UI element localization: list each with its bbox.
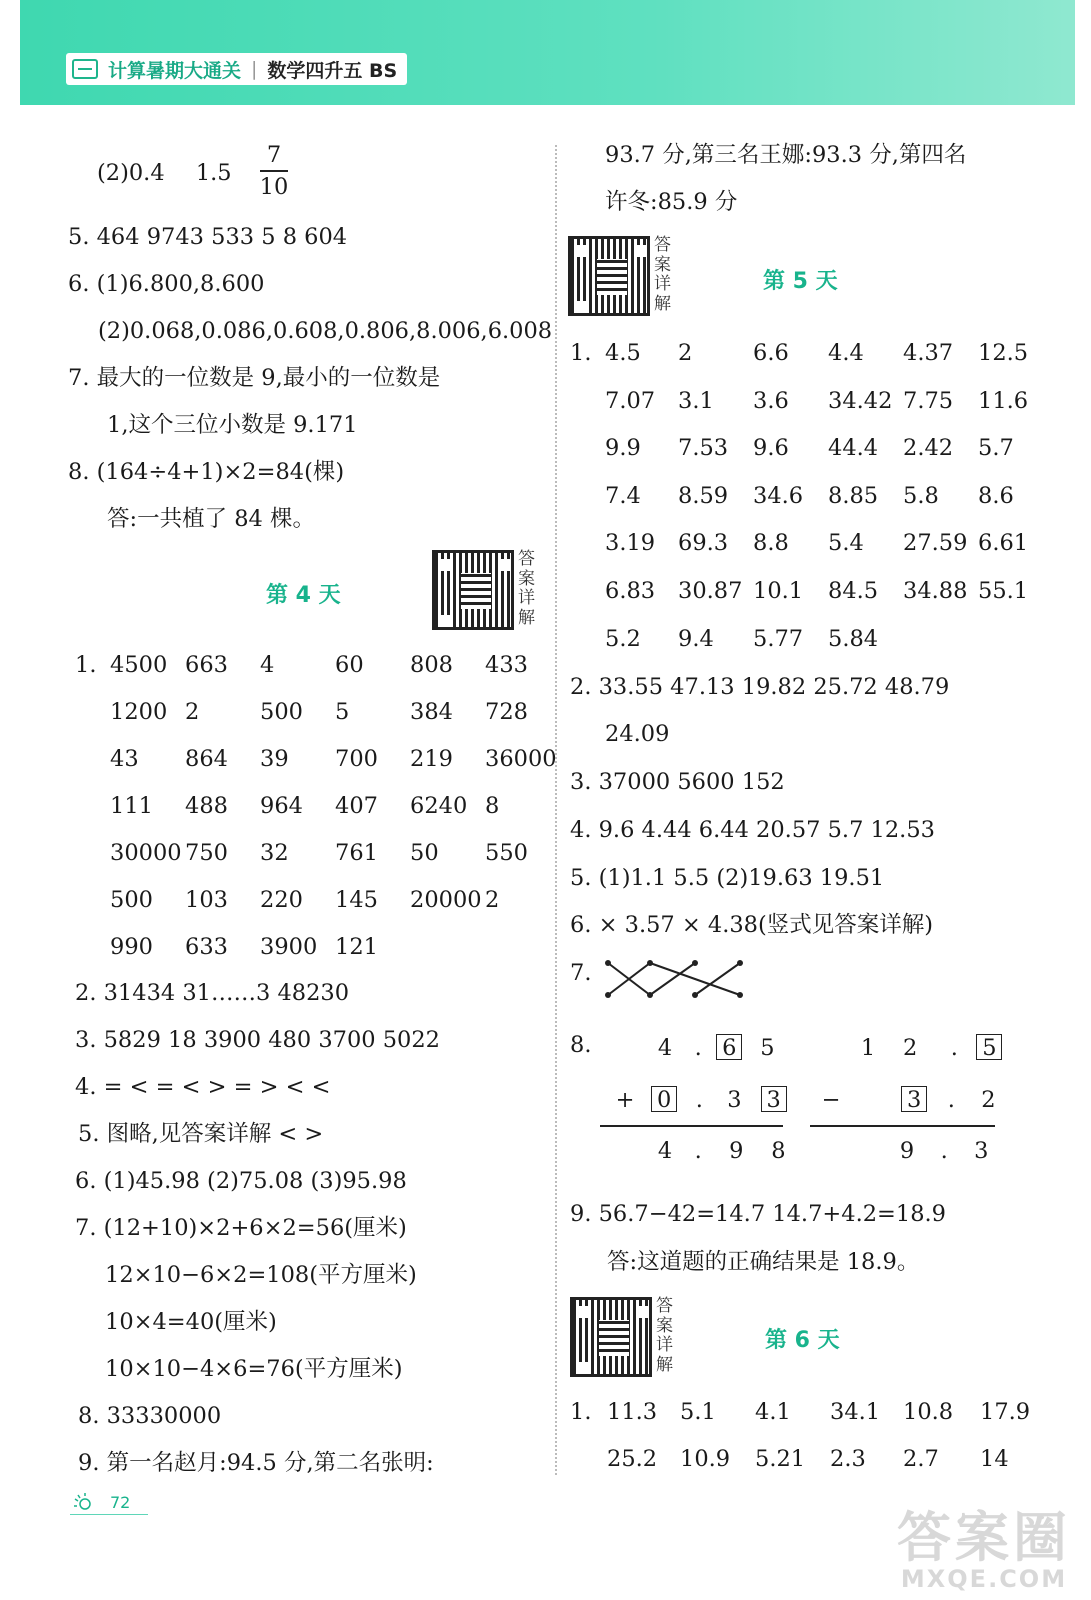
grid-cell: 633 bbox=[185, 934, 228, 960]
grid-cell: 500 bbox=[260, 699, 303, 725]
filled-digit-box: 5 bbox=[976, 1034, 1002, 1060]
sum-line bbox=[600, 1125, 783, 1127]
match-dot bbox=[692, 960, 698, 966]
grid-cell: 433 bbox=[485, 652, 528, 678]
grid-cell: 9.4 bbox=[678, 625, 714, 652]
answer-line: 3. 5829 18 3900 480 3700 5022 bbox=[75, 1027, 440, 1053]
grid-cell: 8.85 bbox=[828, 482, 879, 509]
grid-cell: 5.7 bbox=[978, 435, 1014, 462]
match-line bbox=[650, 963, 740, 995]
match-dot bbox=[692, 992, 698, 998]
decimal-point: . bbox=[694, 1035, 702, 1061]
grid-cell: 60 bbox=[335, 652, 364, 678]
answer-line bbox=[97, 158, 232, 188]
digit: 9 bbox=[899, 1138, 915, 1164]
grid-cell: 11.3 bbox=[607, 1399, 658, 1425]
decimal-point: . bbox=[950, 1035, 958, 1061]
grid-cell: 990 bbox=[110, 934, 153, 960]
grid-cell: 84.5 bbox=[828, 578, 879, 604]
filled-digit-box: 0 bbox=[651, 1086, 677, 1112]
grid-cell: 2 bbox=[678, 340, 693, 366]
matching-lines-diagram bbox=[600, 955, 750, 1003]
grid-cell: 50 bbox=[410, 840, 439, 866]
decimal-point: . bbox=[940, 1138, 948, 1164]
header-subtitle: 数学四升五 BS bbox=[267, 59, 398, 82]
grid-cell: 6.83 bbox=[605, 578, 656, 604]
question-number: 1. bbox=[75, 652, 97, 678]
answer-line: 8. (164÷4+1)×2=84(棵) bbox=[68, 459, 345, 485]
answer-line: 12×10−6×2=108(平方厘米) bbox=[105, 1262, 417, 1288]
answer-line: 93.7 分,第三名王娜:93.3 分,第四名 bbox=[605, 142, 967, 168]
digit: 3 bbox=[974, 1138, 989, 1164]
grid-cell: 30.87 bbox=[678, 578, 743, 604]
day-4-heading: 第 4 天 bbox=[266, 583, 341, 608]
header-label bbox=[66, 53, 407, 85]
grid-cell: 5 bbox=[335, 699, 350, 725]
grid-cell: 39 bbox=[260, 746, 289, 772]
grid-cell: 5.8 bbox=[903, 482, 939, 509]
grid-cell: 864 bbox=[185, 746, 228, 772]
minus-sign: − bbox=[821, 1087, 841, 1113]
grid-cell: 407 bbox=[335, 793, 378, 819]
grid-cell: 663 bbox=[185, 652, 228, 678]
grid-cell: 14 bbox=[980, 1446, 1009, 1472]
grid-cell: 32 bbox=[260, 840, 289, 866]
grid-cell: 219 bbox=[410, 746, 453, 772]
answer-line: 6. × 3.57 × 4.38(竖式见答案详解) bbox=[570, 912, 934, 938]
header-title: 计算暑期大通关 bbox=[108, 59, 242, 82]
answer-line: 8. 33330000 bbox=[78, 1403, 222, 1429]
grid-cell: 2.3 bbox=[830, 1446, 866, 1472]
grid-cell: 3.19 bbox=[605, 530, 656, 557]
grid-cell: 761 bbox=[335, 840, 378, 866]
qr-caption: 答案详解 bbox=[518, 549, 535, 628]
grid-cell: 8.59 bbox=[678, 482, 729, 509]
grid-cell: 3.6 bbox=[753, 387, 789, 414]
grid-cell: 2 bbox=[485, 887, 500, 913]
question-number: 1. bbox=[570, 340, 592, 366]
question-number: 8. bbox=[570, 1032, 592, 1058]
grid-cell: 384 bbox=[410, 699, 453, 725]
grid-cell: 34.6 bbox=[753, 482, 804, 509]
question-number: 7. bbox=[570, 960, 592, 986]
grid-cell: 550 bbox=[485, 840, 528, 866]
answer-line: 2. 31434 31……3 48230 bbox=[75, 980, 350, 1006]
match-line bbox=[695, 963, 740, 995]
grid-cell: 6.6 bbox=[753, 340, 789, 366]
grid-cell: 4.4 bbox=[828, 340, 864, 366]
decimal-point: . bbox=[694, 1138, 702, 1164]
digit: 8 bbox=[771, 1138, 786, 1164]
answer-line: 6. (1)45.98 (2)75.08 (3)95.98 bbox=[75, 1168, 407, 1194]
match-dot bbox=[605, 960, 611, 966]
grid-cell: 3900 bbox=[260, 934, 318, 960]
digit: 2 bbox=[902, 1035, 918, 1061]
vertical-add-result bbox=[650, 1138, 793, 1164]
fraction-bar bbox=[260, 170, 288, 172]
grid-cell: 964 bbox=[260, 793, 303, 819]
grid-cell: 4500 bbox=[110, 652, 168, 678]
match-line bbox=[650, 963, 695, 995]
answer-line: 9. 第一名赵月:94.5 分,第二名张明: bbox=[78, 1450, 434, 1476]
grid-cell: 700 bbox=[335, 746, 378, 772]
qr-caption: 答案详解 bbox=[654, 235, 671, 314]
grid-cell: 4.37 bbox=[903, 340, 954, 366]
grid-cell: 145 bbox=[335, 887, 378, 913]
grid-cell: 20000 bbox=[410, 887, 482, 913]
digit: 2 bbox=[981, 1087, 996, 1113]
answer-text: (2)0.4 bbox=[97, 160, 165, 186]
grid-cell: 9.9 bbox=[605, 435, 641, 462]
grid-cell: 8 bbox=[485, 793, 500, 819]
answer-line: 7. 最大的一位数是 9,最小的一位数是 bbox=[68, 365, 441, 391]
match-dot bbox=[737, 992, 743, 998]
filled-digit-box: 3 bbox=[761, 1086, 787, 1112]
difference-line bbox=[810, 1125, 995, 1127]
vertical-add-row2 bbox=[610, 1086, 787, 1113]
answer-line: 9. 56.7−42=14.7 14.7+4.2=18.9 bbox=[570, 1201, 946, 1227]
answer-line: 答:这道题的正确结果是 18.9。 bbox=[607, 1249, 920, 1275]
grid-cell: 750 bbox=[185, 840, 228, 866]
plus-sign: + bbox=[615, 1087, 635, 1113]
digit: 9 bbox=[729, 1138, 744, 1164]
decimal-point: . bbox=[695, 1087, 703, 1113]
grid-cell: 220 bbox=[260, 887, 303, 913]
answer-line: 5. (1)1.1 5.5 (2)19.63 19.51 bbox=[570, 865, 885, 891]
answer-line: 1,这个三位小数是 9.171 bbox=[107, 412, 358, 438]
book-icon bbox=[72, 59, 98, 79]
grid-cell: 488 bbox=[185, 793, 228, 819]
qr-code-icon bbox=[432, 550, 514, 630]
grid-cell: 25.2 bbox=[607, 1446, 658, 1472]
grid-cell: 111 bbox=[110, 793, 153, 819]
answer-line: 24.09 bbox=[605, 721, 670, 747]
grid-cell: 8.8 bbox=[753, 530, 789, 557]
header-separator: | bbox=[251, 58, 258, 80]
answer-line: 答:一共植了 84 棵。 bbox=[107, 506, 316, 532]
grid-cell: 10.9 bbox=[680, 1446, 731, 1472]
grid-cell: 10.8 bbox=[903, 1399, 954, 1425]
grid-cell: 27.59 bbox=[903, 530, 968, 557]
grid-cell: 7.4 bbox=[605, 482, 641, 509]
grid-cell: 3.1 bbox=[678, 387, 714, 414]
grid-cell: 43 bbox=[110, 746, 139, 772]
day-6-heading: 第 6 天 bbox=[765, 1328, 840, 1353]
grid-cell: 34.42 bbox=[828, 387, 893, 414]
grid-cell: 5.2 bbox=[605, 625, 641, 652]
grid-cell: 34.1 bbox=[830, 1399, 881, 1425]
vertical-sub-row1 bbox=[855, 1034, 1002, 1061]
watermark bbox=[897, 1506, 1071, 1593]
match-dot bbox=[737, 960, 743, 966]
grid-cell: 17.9 bbox=[980, 1399, 1031, 1425]
grid-cell: 2.42 bbox=[903, 435, 954, 462]
grid-cell: 7.53 bbox=[678, 435, 729, 462]
grid-cell: 5.4 bbox=[828, 530, 864, 557]
grid-cell: 6.61 bbox=[978, 530, 1029, 557]
grid-cell: 34.88 bbox=[903, 578, 968, 604]
grid-cell: 2 bbox=[185, 699, 200, 725]
grid-cell: 30000 bbox=[110, 840, 182, 866]
answer-line: 4. = < = < > = > < < bbox=[75, 1074, 331, 1100]
grid-cell: 5.77 bbox=[753, 625, 804, 652]
qr-code-icon bbox=[570, 1297, 652, 1377]
footer-rule bbox=[70, 1514, 148, 1515]
digit: 3 bbox=[727, 1087, 742, 1113]
grid-cell: 500 bbox=[110, 887, 153, 913]
digit: 4 bbox=[657, 1035, 673, 1061]
answer-line: 许冬:85.9 分 bbox=[605, 189, 738, 215]
decimal-point: . bbox=[947, 1087, 955, 1113]
vertical-sub-result bbox=[894, 1138, 994, 1164]
answer-line: 10×4=40(厘米) bbox=[105, 1309, 277, 1335]
answer-line: 3. 37000 5600 152 bbox=[570, 769, 785, 795]
match-dot bbox=[647, 992, 653, 998]
grid-cell: 7.75 bbox=[903, 387, 954, 414]
digit: 4 bbox=[657, 1138, 673, 1164]
grid-cell: 5.21 bbox=[755, 1446, 806, 1472]
answer-line: (2)0.068,0.086,0.608,0.806,8.006,6.008 bbox=[98, 318, 553, 344]
answer-line: 2. 33.55 47.13 19.82 25.72 48.79 bbox=[570, 674, 950, 700]
grid-cell: 5.1 bbox=[680, 1399, 716, 1425]
grid-cell: 12.5 bbox=[978, 340, 1029, 366]
grid-cell: 4 bbox=[260, 652, 275, 678]
grid-cell: 5.84 bbox=[828, 625, 879, 652]
page-number: 72 bbox=[110, 1493, 131, 1512]
answer-line: 5. 图略,见答案详解 < > bbox=[78, 1121, 324, 1147]
answer-line: 10×10−4×6=76(平方厘米) bbox=[105, 1356, 403, 1382]
sun-icon bbox=[72, 1491, 94, 1513]
vertical-add-row1 bbox=[650, 1034, 785, 1061]
answer-line: 4. 9.6 4.44 6.44 20.57 5.7 12.53 bbox=[570, 817, 935, 843]
fraction bbox=[259, 142, 289, 200]
question-number: 1. bbox=[570, 1399, 592, 1425]
day-5-heading: 第 5 天 bbox=[763, 269, 838, 294]
match-dot bbox=[647, 960, 653, 966]
grid-cell: 44.4 bbox=[828, 435, 879, 462]
vertical-sub-row2 bbox=[818, 1086, 1001, 1113]
answer-line: 7. (12+10)×2+6×2=56(厘米) bbox=[75, 1215, 407, 1241]
answer-line: 5. 464 9743 533 5 8 604 bbox=[68, 224, 348, 250]
grid-cell: 121 bbox=[335, 934, 378, 960]
answer-text: 1.5 bbox=[195, 160, 232, 186]
column-divider bbox=[555, 145, 557, 1475]
qr-code-icon bbox=[568, 236, 650, 316]
watermark-logo-text: 答案圈 bbox=[897, 1506, 1071, 1569]
grid-cell: 7.07 bbox=[605, 387, 656, 414]
digit: 5 bbox=[760, 1035, 775, 1061]
grid-cell: 36000 bbox=[485, 746, 557, 772]
grid-cell: 4.5 bbox=[605, 340, 641, 366]
grid-cell: 1200 bbox=[110, 699, 168, 725]
grid-cell: 9.6 bbox=[753, 435, 789, 462]
filled-digit-box: 6 bbox=[716, 1034, 742, 1060]
grid-cell: 10.1 bbox=[753, 578, 804, 604]
grid-cell: 8.6 bbox=[978, 482, 1014, 509]
grid-cell: 808 bbox=[410, 652, 453, 678]
qr-caption: 答案详解 bbox=[656, 1296, 673, 1375]
digit: 1 bbox=[860, 1035, 876, 1061]
fraction-numerator: 7 bbox=[266, 142, 282, 168]
grid-cell: 728 bbox=[485, 699, 528, 725]
watermark-url: MXQE.COM bbox=[900, 1565, 1068, 1593]
grid-cell: 103 bbox=[185, 887, 228, 913]
grid-cell: 4.1 bbox=[755, 1399, 791, 1425]
grid-cell: 11.6 bbox=[978, 387, 1029, 414]
grid-cell: 69.3 bbox=[678, 530, 729, 557]
answer-line: 6. (1)6.800,8.600 bbox=[68, 271, 265, 297]
grid-cell: 2.7 bbox=[903, 1446, 939, 1472]
grid-cell: 55.1 bbox=[978, 578, 1029, 604]
match-dot bbox=[605, 992, 611, 998]
grid-cell: 6240 bbox=[410, 793, 468, 819]
filled-digit-box: 3 bbox=[901, 1086, 927, 1112]
fraction-denominator: 10 bbox=[259, 174, 289, 200]
